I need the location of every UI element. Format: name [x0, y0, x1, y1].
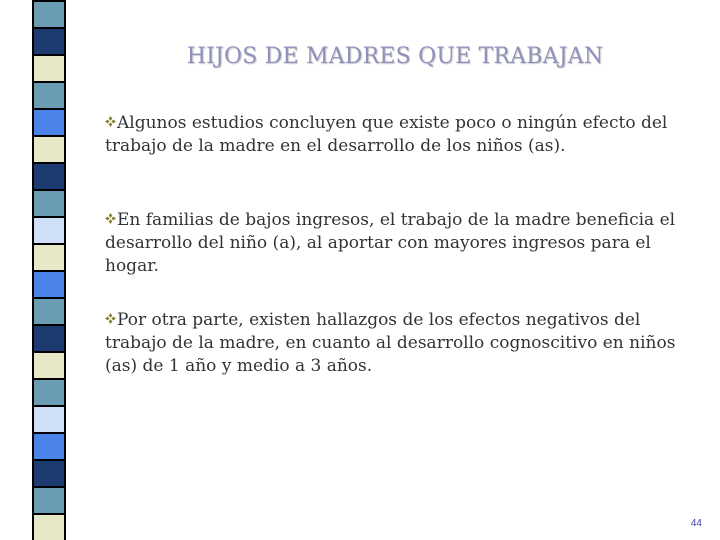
- strip-block: [34, 488, 64, 513]
- strip-block: [34, 353, 64, 378]
- strip-block: [34, 83, 64, 108]
- four-diamond-bullet-icon: [105, 213, 116, 224]
- strip-block: [34, 110, 64, 135]
- bullet-item-2: [105, 209, 705, 278]
- bullet-item-3: [105, 309, 705, 378]
- four-diamond-bullet-icon: [105, 116, 116, 127]
- decorative-side-strip: [32, 0, 66, 540]
- strip-block: [34, 380, 64, 405]
- strip-block: [34, 191, 64, 216]
- slide-title: HIJOS DE MADRES QUE TRABAJAN: [186, 44, 604, 69]
- four-diamond-bullet-icon: [105, 313, 116, 324]
- strip-block: [34, 326, 64, 351]
- strip-block: [34, 164, 64, 189]
- strip-block: [34, 515, 64, 540]
- bullet-text-2: En familias de bajos ingresos, el trabajo de la madre beneficia el desarrollo del niño (a), al aportar con mayores ingresos para el hogar.: [105, 210, 676, 276]
- strip-block: [34, 299, 64, 324]
- bullet-item-1: [105, 112, 705, 158]
- strip-block: [34, 56, 64, 81]
- strip-block: [34, 218, 64, 243]
- strip-block: [34, 434, 64, 459]
- strip-block: [34, 407, 64, 432]
- strip-block: [34, 2, 64, 27]
- bullet-text-3: Por otra parte, existen hallazgos de los efectos negativos del trabajo de la madre, en cuanto al desarrollo cognoscitivo en niños (as) de 1 año y medio a 3 años.: [105, 310, 676, 376]
- page-number: 44: [690, 518, 702, 529]
- strip-block: [34, 29, 64, 54]
- strip-block: [34, 137, 64, 162]
- strip-block: [34, 272, 64, 297]
- strip-block: [34, 461, 64, 486]
- bullet-text-1: Algunos estudios concluyen que existe poco o ningún efecto del trabajo de la madre en el desarrollo de los niños (as).: [105, 113, 668, 156]
- strip-block: [34, 245, 64, 270]
